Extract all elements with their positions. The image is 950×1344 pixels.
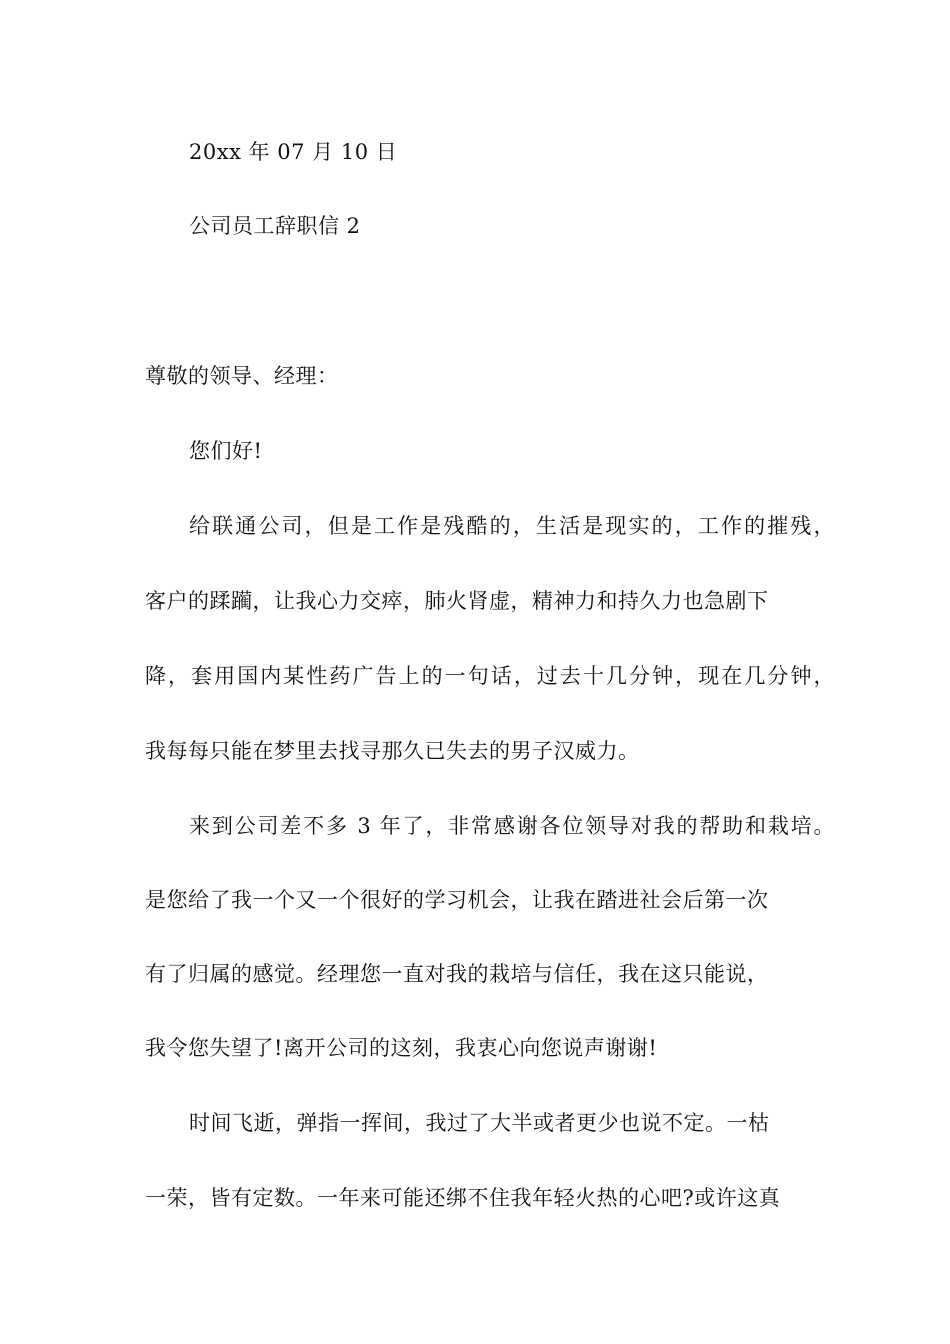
body-line: 是您给了我一个又一个很好的学习机会，让我在踏进社会后第一次 [145,888,769,912]
body-line: 时间飞逝，弹指一挥间，我过了大半或者更少也说不定。一枯 [189,1111,770,1135]
body-line: 给联通公司，但是工作是残酷的，生活是现实的，工作的摧残， [189,514,835,538]
greeting: 您们好! [189,439,263,463]
body-line: 我令您失望了!离开公司的这刻，我衷心向您说声谢谢! [145,1036,658,1060]
letter-date: 20xx 年 07 月 10 日 [189,140,398,164]
salutation: 尊敬的领导、经理： [145,364,339,388]
body-line: 有了归属的感觉。经理您一直对我的栽培与信任，我在这只能说， [145,962,769,986]
body-line: 我每每只能在梦里去找寻那久已失去的男子汉威力。 [145,739,640,763]
body-line: 客户的蹂躏，让我心力交瘁，肺火肾虚，精神力和持久力也急剧下 [145,589,769,613]
letter-title: 公司员工辞职信 2 [189,214,361,238]
body-line: 来到公司差不多 3 年了，非常感谢各位领导对我的帮助和栽培。 [189,814,835,838]
body-line: 一荣，皆有定数。一年来可能还绑不住我年轻火热的心吧?或许这真 [145,1186,781,1210]
body-line: 降，套用国内某性药广告上的一句话，过去十几分钟，现在几分钟， [145,664,835,688]
